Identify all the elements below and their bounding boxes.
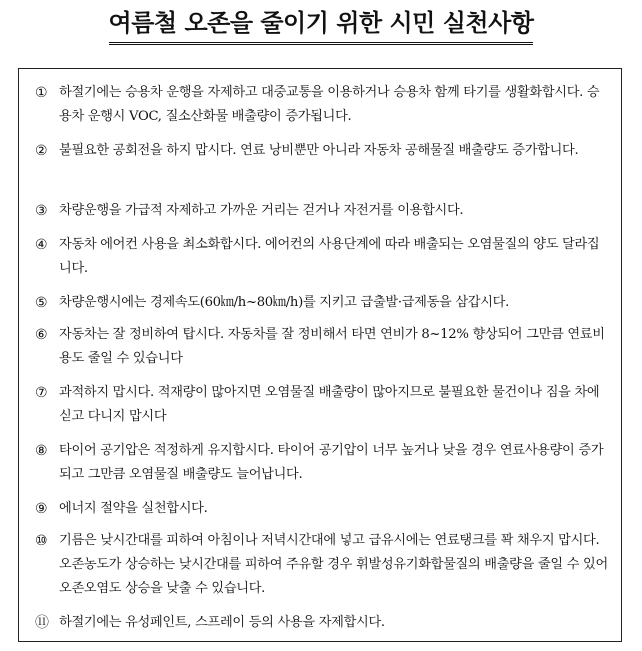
item-text: 하절기에는 유성페인트, 스프레이 등의 사용을 자제합시다. (59, 615, 385, 630)
list-item (35, 139, 609, 163)
guidelines-box (18, 68, 622, 642)
item-text: 하절기에는 승용차 운행을 자제하고 대중교통을 이용하거나 승용차 함께 타기를 생활화합시다. 승용차 운행시 VOC, 질소산화물 배출량이 증가됩니다. (59, 85, 600, 124)
list-item (35, 529, 609, 601)
list-item (35, 381, 609, 429)
item-text: 타이어 공기압은 적정하게 유지합시다. 타이어 공기압이 너무 높거나 낮을 경우 연료사용량이 증가되고 그만큼 오염물질 배출량도 늘어납니다. (59, 443, 604, 482)
item-number: ⑦ (35, 385, 48, 401)
item-text: 기름은 낮시간대를 피하여 아침이나 저녁시간대에 넣고 급유시에는 연료탱크를 꽉 채우지 맙시다. 오존농도가 상승하는 낮시간대를 피하여 주유할 경우 휘발성유기화합물질의 배출량을 줄일 수 있어 오존오염도 상승을 낮출 수 있습니다. (59, 533, 608, 596)
list-item (35, 611, 609, 635)
item-number: ② (35, 143, 48, 159)
item-number: ⑨ (35, 501, 48, 517)
item-text: 차량운행을 가급적 자제하고 가까운 거리는 걷거나 자전거를 이용합시다. (59, 203, 464, 218)
item-number: ⑧ (35, 443, 48, 459)
list-item (35, 81, 609, 129)
item-number: ⑤ (35, 295, 48, 311)
title-area (0, 8, 642, 45)
list-item (35, 291, 609, 315)
list-item (35, 199, 609, 223)
item-text: 불필요한 공회전을 하지 맙시다. 연료 낭비뿐만 아니라 자동차 공해물질 배출량도 증가합니다. (59, 143, 579, 158)
item-number: ③ (35, 203, 48, 219)
item-text: 에너지 절약을 실천합시다. (59, 501, 208, 516)
item-text: 차량운행시에는 경제속도(60㎞/h~80㎞/h)를 지키고 급출발·급제동을 삼갑시다. (59, 295, 510, 310)
item-number: ⑩ (35, 533, 48, 549)
item-text: 자동차는 잘 정비하여 탑시다. 자동차를 잘 정비해서 타면 연비가 8~12% 향상되어 그만큼 연료비용도 줄일 수 있습니다 (59, 327, 605, 366)
list-item (35, 439, 609, 487)
list-item (35, 323, 609, 371)
item-number: ⑪ (35, 615, 49, 631)
list-item (35, 497, 609, 521)
item-number: ④ (35, 237, 48, 253)
item-text: 과적하지 맙시다. 적재량이 많아지면 오염물질 배출량이 많아지므로 불필요한 물건이나 짐을 차에 싣고 다니지 맙시다 (59, 385, 600, 424)
item-text: 자동차 에어컨 사용을 최소화합시다. 에어컨의 사용단계에 따라 배출되는 오염물질의 양도 달라집니다. (59, 237, 600, 276)
item-number: ⑥ (35, 327, 48, 343)
page-title: 여름철 오존을 줄이기 위한 시민 실천사항 (109, 8, 534, 45)
item-number: ① (35, 85, 48, 101)
list-item (35, 233, 609, 281)
